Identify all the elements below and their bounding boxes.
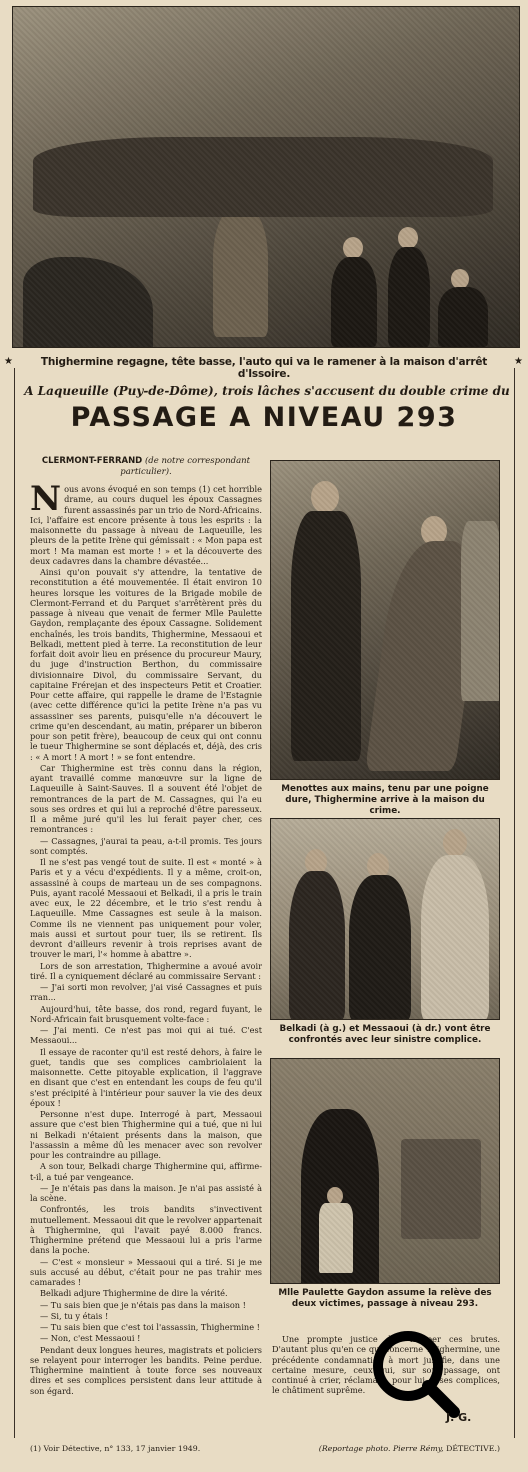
headline: PASSAGE A NIVEAU 293 xyxy=(70,402,458,433)
paragraph: — Tu sais bien que je n'étais pas dans la maison ! xyxy=(40,1299,246,1310)
star-ornament-left: ★ xyxy=(4,356,13,367)
paragraph: — J'ai menti. Ce n'est pas moi qui ai tué. C'est Messaoui... xyxy=(30,1025,262,1046)
paragraph: Ainsi qu'on pouvait s'y attendre, la tentative de reconstitution a été mouvementée. Il était environ 10 heures lorsque les voitures de la Brigade mobile de Clermont-Ferrand et du Parquet s'arrêtèrent près du passage à niveau que venait de fermer Mlle Paulette Gaydon, remplaçante des époux Cassagne. Solidement enchaînés, les trois bandits, Thighermine, Messaoui et Belkadi, mettent pied à terre. La reconstitution de leur forfait doit avoir lieu en présence du procureur Maury, du juge d'instruction Berthon, du commissaire divisionnaire Divol, du commissaire Servant, du capitaine Frérejan et des inspecteurs Petit et Croatier. Pour cette affaire, qui rappelle le drame de l'Estagnie (avec cette différence qu'ici la petite Irène n'a pas vu assassiner ses parents, puisqu'elle n'a découvert le crime qu'en descendant, au matin, préparer un biberon pour son petit frère), beaucoup de ceux qui ont connu le tueur Thighermine se sont déplacés et, déjà, des cris : « A mort ! A mort ! » se font entendre. xyxy=(30,567,262,762)
closing-paragraph: Une prompte justice doit frapper ces brutes. D'autant plus qu'en ce qui concerne Thighermine, une précédente condamnation à mort justifie, dans une certaine mesure, ceux qui, sur son passage, ont continué à crier, réclamant, pour lui et ses complices, le châtiment suprême. xyxy=(272,1334,500,1396)
top-photo-caption: Thighermine regagne, tête basse, l'auto qui va le ramener à la maison d'arrêt d'Issoire. xyxy=(40,356,488,380)
crossing-house-photo xyxy=(270,1058,500,1284)
paragraph: A son tour, Belkadi charge Thighermine qui, affirme-t-il, a tué par vengeance. xyxy=(30,1161,262,1182)
photo-caption-1: Menottes aux mains, tenu par une poigne dure, Thighermine arrive à la maison du crime. xyxy=(281,784,489,816)
byline-note: (de notre correspondant particulier). xyxy=(120,456,251,477)
author-signature: J. G. xyxy=(446,1411,472,1424)
paragraph: Confrontés, les trois bandits s'invectivent mutuellement. Messaoui dit que le revolver appartenait à Thighermine, qui l'avait payé 8.000 francs. Thighermine prétend que Messaoui lui a pris l'arme dans la poche. xyxy=(30,1204,262,1256)
search-icon[interactable] xyxy=(366,1324,462,1420)
byline xyxy=(30,456,262,478)
paragraph: Belkadi adjure Thighermine de dire la vérité. xyxy=(40,1288,228,1299)
paragraph: — Tu sais bien que c'est toi l'assassin, Thighermine ! xyxy=(40,1322,260,1332)
paragraph: Aujourd'hui, tête basse, dos rond, regard fuyant, le Nord-Africain fait brusquement volte-face : xyxy=(30,1003,262,1024)
paragraph: Lors de son arrestation, Thighermine a avoué avoir tiré. Il a cyniquement déclaré au commissaire Servant : xyxy=(30,960,262,981)
paragraph: Personne n'est dupe. Interrogé à part, Messaoui assure que c'est bien Thighermine qui a tué, que ni lui ni Belkadi n'étaient présents dans la maison, que l'assassin a même dû les menacer avec son revolver pour les contraindre au pillage. xyxy=(30,1109,262,1160)
byline-place: CLERMONT-FERRAND xyxy=(41,456,143,466)
crowd-photo xyxy=(12,6,520,348)
paragraph: Il ne s'est pas vengé tout de suite. Il est « monté » à Paris et y a vécu d'expédients. Il y a même, croit-on, assassiné à coups de marteau un de ses compagnons. Puis, ayant racolé Messaoui et Belkadi, il a pris le train avec eux, le 22 décembre, et le trio s'est rendu à Laqueuille. Mme Cassagnes est seule à la maison. Comme ils ne viennent pas uniquement pour voler, mais aussi et surtout pour tuer, ils se retirent. Ils devront d'ailleurs revenir à trois reprises avant de trouver le mari, l'« homme à abattre ». xyxy=(30,857,262,960)
paragraph: — C'est « monsieur » Messaoui qui a tiré. Si je me suis accusé au début, c'était pour ne pas trahir mes camarades ! xyxy=(30,1256,262,1287)
drop-cap: N xyxy=(30,484,62,519)
photo-credit xyxy=(272,1444,500,1453)
arrival-photo xyxy=(270,460,500,780)
paragraph: Pendant deux longues heures, magistrats et policiers se relayent pour interroger les bandits. Peine perdue. Thighermine maintient à toute force ses nouveaux dires et ses complices persistent dans leur attitude à son égard. xyxy=(30,1344,262,1396)
photo-caption-2: Belkadi (à g.) et Messaoui (à dr.) vont être confrontés avec leur sinistre complice. xyxy=(279,1024,491,1045)
border-left xyxy=(14,368,15,1438)
paragraph-1: Nous avons évoqué en son temps (1) cet horrible drame, au cours duquel les époux Cassagnes furent assassinés par un trio de Nord-Africains. Ici, l'affaire est encore présente à tous les esprits : la maisonnette du passage à niveau de Laqueuille, les pleurs de la petite Irène qui gémissait : « Mon papa est mort ! Ma maman est morte ! » et la découverte des deux cadavres dans la chambre dévastée... xyxy=(30,484,262,566)
photo-caption-3: Mlle Paulette Gaydon assume la relève des deux victimes, passage à niveau 293. xyxy=(278,1288,492,1309)
paragraph: — J'ai sorti mon revolver, j'ai visé Cassagnes et puis rran... xyxy=(30,982,262,1003)
footnote: (1) Voir Détective, n° 133, 17 janvier 1949. xyxy=(30,1444,201,1453)
star-ornament-right: ★ xyxy=(514,356,523,367)
paragraph: — Je n'étais pas dans la maison. Je n'ai pas assisté à la scène. xyxy=(30,1182,262,1203)
kicker: A Laqueuille (Puy-de-Dôme), trois lâches s'accusent du double crime du xyxy=(24,384,510,398)
paragraph: Car Thighermine est très connu dans la région, ayant travaillé comme manœuvre sur la ligne de Laqueuille à Saint-Sauves. Il a souvent été l'objet de remontrances de la part de M. Cassagnes, qui l'a eu sous ses ordres et qui lui a reproché d'être paresseux. Il a même juré qu'il les lui ferait payer cher, ces remontrances : xyxy=(30,762,262,835)
paragraph: — Si, tu y étais ! xyxy=(40,1310,109,1321)
border-right xyxy=(514,368,515,1438)
credit-brand: DÉTECTIVE.) xyxy=(446,1444,500,1453)
paragraph: — Cassagnes, j'aurai ta peau, a-t-il promis. Tes jours sont comptés. xyxy=(30,835,262,856)
confrontation-photo xyxy=(270,818,500,1020)
article-body xyxy=(30,484,262,1429)
paragraph: — Non, c'est Messaoui ! xyxy=(40,1333,141,1344)
paragraph: Il essaye de raconter qu'il est resté dehors, à faire le guet, tandis que ses complices cambriolaient la maisonnette. Cette pitoyable explication, il l'aggrave en disant que c'est en entendant les coups de feu qu'il s'est précipité à l'intérieur pour sauver la vie des deux époux ! xyxy=(30,1046,262,1108)
credit-text: (Reportage photo. Pierre Rémy, xyxy=(318,1444,444,1453)
